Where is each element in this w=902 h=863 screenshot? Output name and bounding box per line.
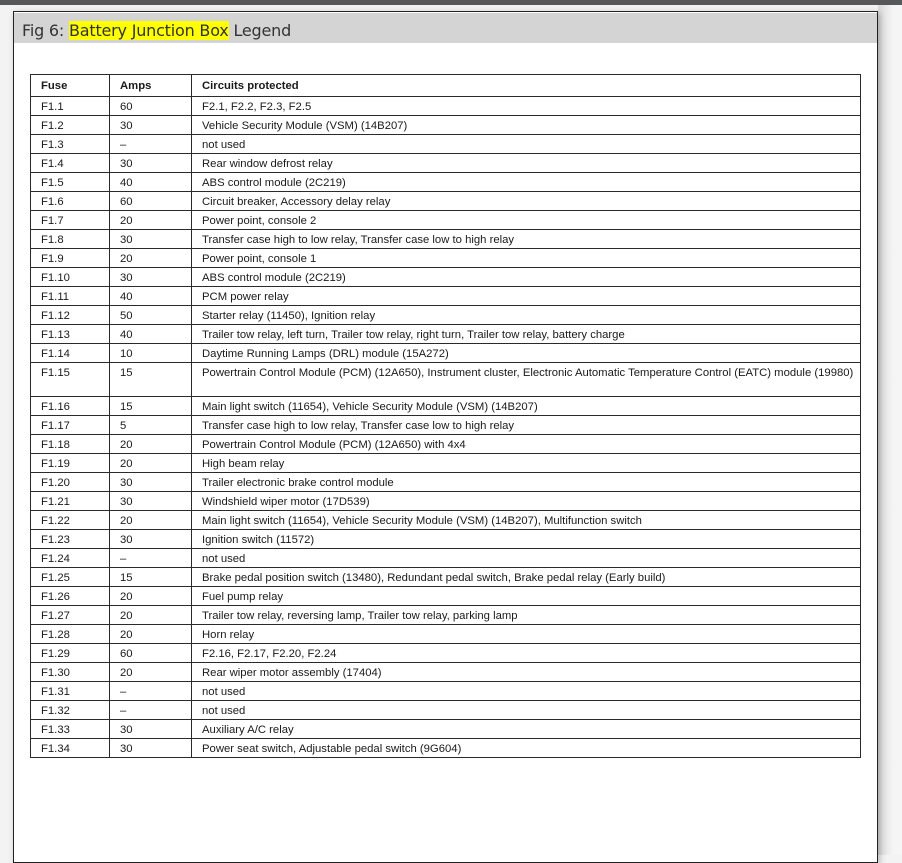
amps-cell: 40 — [110, 287, 192, 306]
table-body — [31, 97, 861, 758]
circuits-cell: Trailer tow relay, left turn, Trailer tow relay, right turn, Trailer tow relay, battery charge — [192, 325, 861, 344]
fuse-cell: F1.29 — [31, 644, 110, 663]
fuse-cell: F1.22 — [31, 511, 110, 530]
circuits-cell: Rear window defrost relay — [192, 154, 861, 173]
fuse-legend-table — [30, 74, 861, 758]
circuits-cell: Fuel pump relay — [192, 587, 861, 606]
fuse-cell: F1.21 — [31, 492, 110, 511]
table-row — [31, 249, 861, 268]
amps-cell: 20 — [110, 625, 192, 644]
fuse-cell: F1.30 — [31, 663, 110, 682]
fuse-cell: F1.25 — [31, 568, 110, 587]
fuse-cell: F1.5 — [31, 173, 110, 192]
circuits-cell: Starter relay (11450), Ignition relay — [192, 306, 861, 325]
table-row — [31, 97, 861, 116]
header-fuse: Fuse — [31, 75, 110, 97]
amps-cell: 20 — [110, 249, 192, 268]
table-row — [31, 568, 861, 587]
amps-cell: 30 — [110, 230, 192, 249]
circuits-cell: Circuit breaker, Accessory delay relay — [192, 192, 861, 211]
top-window-bar — [0, 0, 902, 5]
amps-cell: 20 — [110, 606, 192, 625]
circuits-cell: Ignition switch (11572) — [192, 530, 861, 549]
table-row — [31, 606, 861, 625]
table-row — [31, 682, 861, 701]
table-row — [31, 306, 861, 325]
header-circuits: Circuits protected — [192, 75, 861, 97]
fuse-cell: F1.14 — [31, 344, 110, 363]
circuits-cell: Auxiliary A/C relay — [192, 720, 861, 739]
amps-cell: 20 — [110, 454, 192, 473]
table-row — [31, 549, 861, 568]
fuse-cell: F1.1 — [31, 97, 110, 116]
amps-cell: 20 — [110, 435, 192, 454]
amps-cell: 30 — [110, 268, 192, 287]
table-row — [31, 530, 861, 549]
fuse-cell: F1.10 — [31, 268, 110, 287]
fuse-cell: F1.16 — [31, 397, 110, 416]
amps-cell: – — [110, 549, 192, 568]
figure-card — [13, 11, 878, 863]
table-row — [31, 344, 861, 363]
circuits-cell: not used — [192, 682, 861, 701]
amps-cell: 40 — [110, 325, 192, 344]
circuits-cell: Powertrain Control Module (PCM) (12A650) with 4x4 — [192, 435, 861, 454]
circuits-cell: Main light switch (11654), Vehicle Security Module (VSM) (14B207) — [192, 397, 861, 416]
figure-caption — [22, 21, 291, 40]
fuse-cell: F1.11 — [31, 287, 110, 306]
table-row — [31, 701, 861, 720]
amps-cell: 15 — [110, 397, 192, 416]
amps-cell: – — [110, 135, 192, 154]
table-row — [31, 587, 861, 606]
table-row — [31, 720, 861, 739]
table-row — [31, 454, 861, 473]
circuits-cell: Powertrain Control Module (PCM) (12A650), Instrument cluster, Electronic Automatic Temperature Control (EATC) module (19980) — [192, 363, 861, 397]
circuits-cell: Transfer case high to low relay, Transfer case low to high relay — [192, 230, 861, 249]
fuse-cell: F1.24 — [31, 549, 110, 568]
circuits-cell: F2.16, F2.17, F2.20, F2.24 — [192, 644, 861, 663]
circuits-cell: PCM power relay — [192, 287, 861, 306]
table-row — [31, 268, 861, 287]
table-row — [31, 287, 861, 306]
caption-suffix: Legend — [228, 21, 292, 40]
circuits-cell: not used — [192, 135, 861, 154]
header-amps: Amps — [110, 75, 192, 97]
amps-cell: 20 — [110, 211, 192, 230]
table-row — [31, 230, 861, 249]
table-row — [31, 363, 861, 397]
table-row — [31, 192, 861, 211]
fuse-cell: F1.31 — [31, 682, 110, 701]
amps-cell: 20 — [110, 663, 192, 682]
table-row — [31, 397, 861, 416]
amps-cell: 30 — [110, 492, 192, 511]
circuits-cell: Power point, console 1 — [192, 249, 861, 268]
circuits-cell: not used — [192, 549, 861, 568]
table-row — [31, 325, 861, 344]
circuits-cell: Brake pedal position switch (13480), Redundant pedal switch, Brake pedal relay (Early build) — [192, 568, 861, 587]
fuse-cell: F1.19 — [31, 454, 110, 473]
table-row — [31, 211, 861, 230]
circuits-cell: ABS control module (2C219) — [192, 268, 861, 287]
fuse-cell: F1.15 — [31, 363, 110, 397]
fuse-cell: F1.32 — [31, 701, 110, 720]
amps-cell: 30 — [110, 530, 192, 549]
table-row — [31, 492, 861, 511]
fuse-cell: F1.8 — [31, 230, 110, 249]
amps-cell: 30 — [110, 720, 192, 739]
circuits-cell: Trailer tow relay, reversing lamp, Trailer tow relay, parking lamp — [192, 606, 861, 625]
amps-cell: 30 — [110, 154, 192, 173]
amps-cell: 5 — [110, 416, 192, 435]
amps-cell: 20 — [110, 587, 192, 606]
table-row — [31, 511, 861, 530]
fuse-cell: F1.12 — [31, 306, 110, 325]
page-margin — [878, 5, 902, 855]
fuse-cell: F1.20 — [31, 473, 110, 492]
amps-cell: 10 — [110, 344, 192, 363]
circuits-cell: Power seat switch, Adjustable pedal switch (9G604) — [192, 739, 861, 758]
amps-cell: 30 — [110, 116, 192, 135]
fuse-cell: F1.28 — [31, 625, 110, 644]
table-row — [31, 625, 861, 644]
table-row — [31, 135, 861, 154]
amps-cell: – — [110, 701, 192, 720]
table-row — [31, 116, 861, 135]
fuse-cell: F1.6 — [31, 192, 110, 211]
table-row — [31, 173, 861, 192]
fuse-cell: F1.34 — [31, 739, 110, 758]
fuse-cell: F1.13 — [31, 325, 110, 344]
table-row — [31, 663, 861, 682]
table-row — [31, 473, 861, 492]
amps-cell: – — [110, 682, 192, 701]
circuits-cell: ABS control module (2C219) — [192, 173, 861, 192]
circuits-cell: Horn relay — [192, 625, 861, 644]
circuits-cell: Transfer case high to low relay, Transfer case low to high relay — [192, 416, 861, 435]
circuits-cell: High beam relay — [192, 454, 861, 473]
table-row — [31, 416, 861, 435]
amps-cell: 20 — [110, 511, 192, 530]
circuits-cell: not used — [192, 701, 861, 720]
table-row — [31, 435, 861, 454]
circuits-cell: Daytime Running Lamps (DRL) module (15A272) — [192, 344, 861, 363]
table-row — [31, 739, 861, 758]
caption-highlight: Battery Junction Box — [68, 21, 229, 40]
circuits-cell: Windshield wiper motor (17D539) — [192, 492, 861, 511]
fuse-cell: F1.3 — [31, 135, 110, 154]
circuits-cell: Trailer electronic brake control module — [192, 473, 861, 492]
table-header-row — [31, 75, 861, 97]
amps-cell: 15 — [110, 363, 192, 397]
table-row — [31, 644, 861, 663]
circuits-cell: Vehicle Security Module (VSM) (14B207) — [192, 116, 861, 135]
circuits-cell: Rear wiper motor assembly (17404) — [192, 663, 861, 682]
amps-cell: 30 — [110, 739, 192, 758]
fuse-cell: F1.4 — [31, 154, 110, 173]
fuse-cell: F1.27 — [31, 606, 110, 625]
fuse-cell: F1.9 — [31, 249, 110, 268]
circuits-cell: Main light switch (11654), Vehicle Security Module (VSM) (14B207), Multifunction switch — [192, 511, 861, 530]
circuits-cell: F2.1, F2.2, F2.3, F2.5 — [192, 97, 861, 116]
fuse-cell: F1.18 — [31, 435, 110, 454]
amps-cell: 15 — [110, 568, 192, 587]
amps-cell: 40 — [110, 173, 192, 192]
amps-cell: 30 — [110, 473, 192, 492]
amps-cell: 50 — [110, 306, 192, 325]
fuse-cell: F1.2 — [31, 116, 110, 135]
circuits-cell: Power point, console 2 — [192, 211, 861, 230]
fuse-cell: F1.26 — [31, 587, 110, 606]
fuse-cell: F1.17 — [31, 416, 110, 435]
fuse-cell: F1.23 — [31, 530, 110, 549]
fuse-cell: F1.7 — [31, 211, 110, 230]
table-row — [31, 154, 861, 173]
caption-prefix: Fig 6: — [22, 21, 69, 40]
caption-bar — [14, 13, 877, 43]
amps-cell: 60 — [110, 97, 192, 116]
amps-cell: 60 — [110, 644, 192, 663]
amps-cell: 60 — [110, 192, 192, 211]
fuse-cell: F1.33 — [31, 720, 110, 739]
